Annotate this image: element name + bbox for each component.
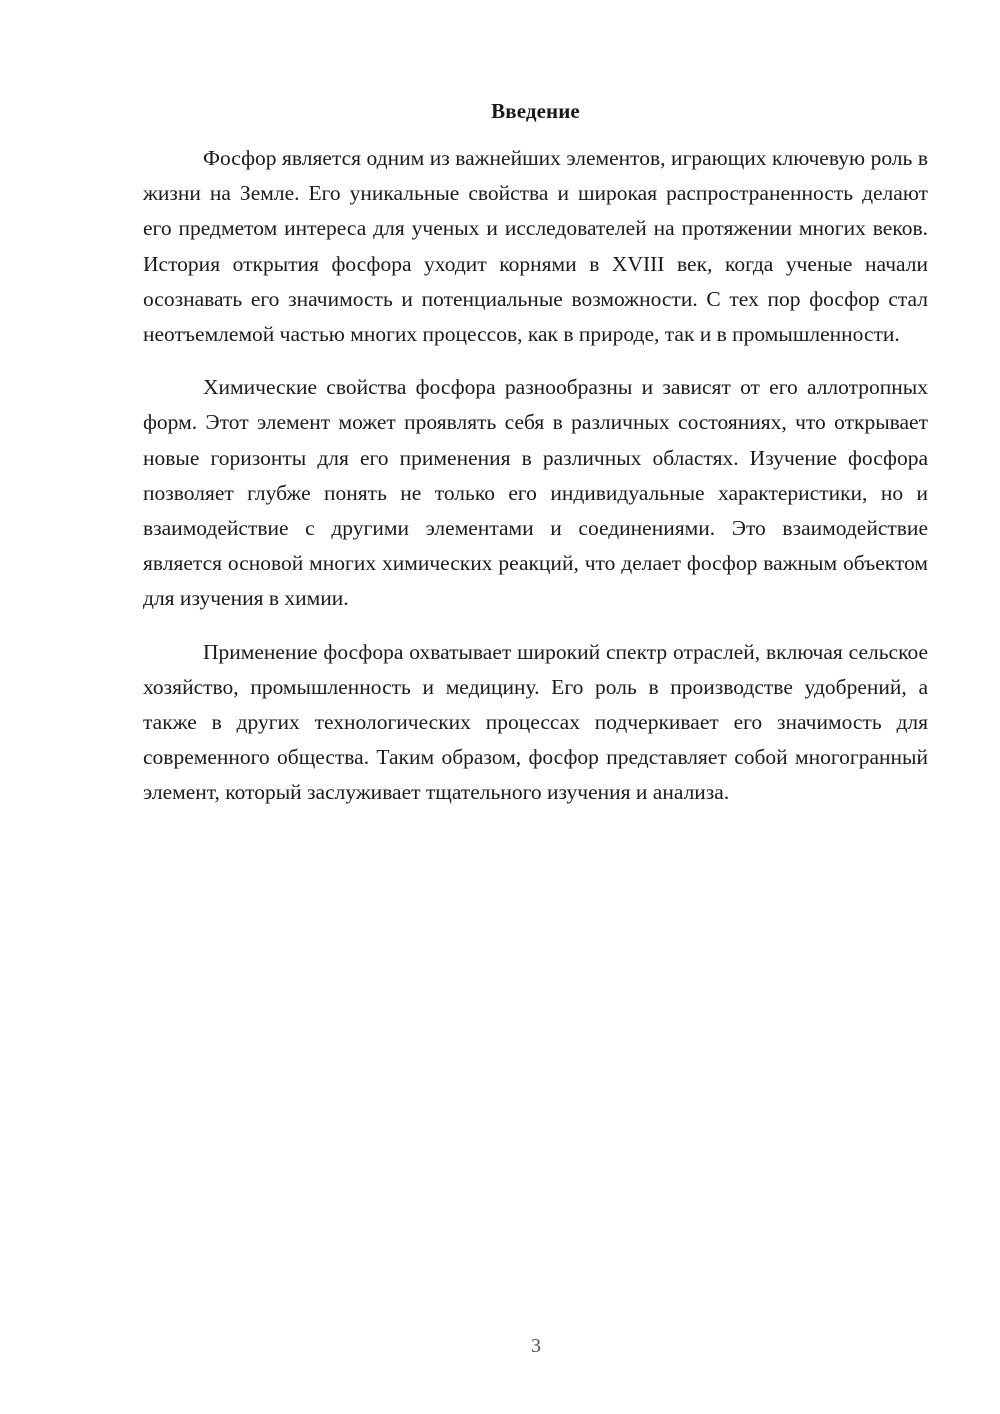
paragraph-intro: Фосфор является одним из важнейших элементов, играющих ключевую роль в жизни на Земле. Его уникальные свойства и широкая распространенность делают его предметом интереса для ученых и исследователей на протяжении многих веков. История открытия фосфора уходит корнями в XVIII век, когда ученые начали осознавать его значимость и потенциальные возможности. С тех пор фосфор стал неотъемлемой частью многих процессов, как в природе, так и в промышленности. xyxy=(143,146,928,347)
paragraph-applications: Применение фосфора охватывает широкий спектр отраслей, включая сельское хозяйство, промышленность и медицину. Его роль в производстве удобрений, а также в других технологических процессах подчеркивает его значимость для современного общества. Таким образом, фосфор представляет собой многогранный элемент, который заслуживает тщательного изучения и анализа. xyxy=(143,639,928,805)
page-number: 3 xyxy=(531,1335,541,1357)
section-title: Введение xyxy=(491,99,580,123)
paragraph-chemical-properties: Химические свойства фосфора разнообразны и зависят от его аллотропных форм. Этот элемент может проявлять себя в различных состояниях, что открывает новые горизонты для его применения в различных областях. Изучение фосфора позволяет глубже понять не только его индивидуальные характеристики, но и взаимодействие с другими элементами и соединениями. Это взаимодействие является основой многих химических реакций, что делает фосфор важным объектом для изучения в химии. xyxy=(143,375,928,611)
page-content xyxy=(143,95,928,811)
